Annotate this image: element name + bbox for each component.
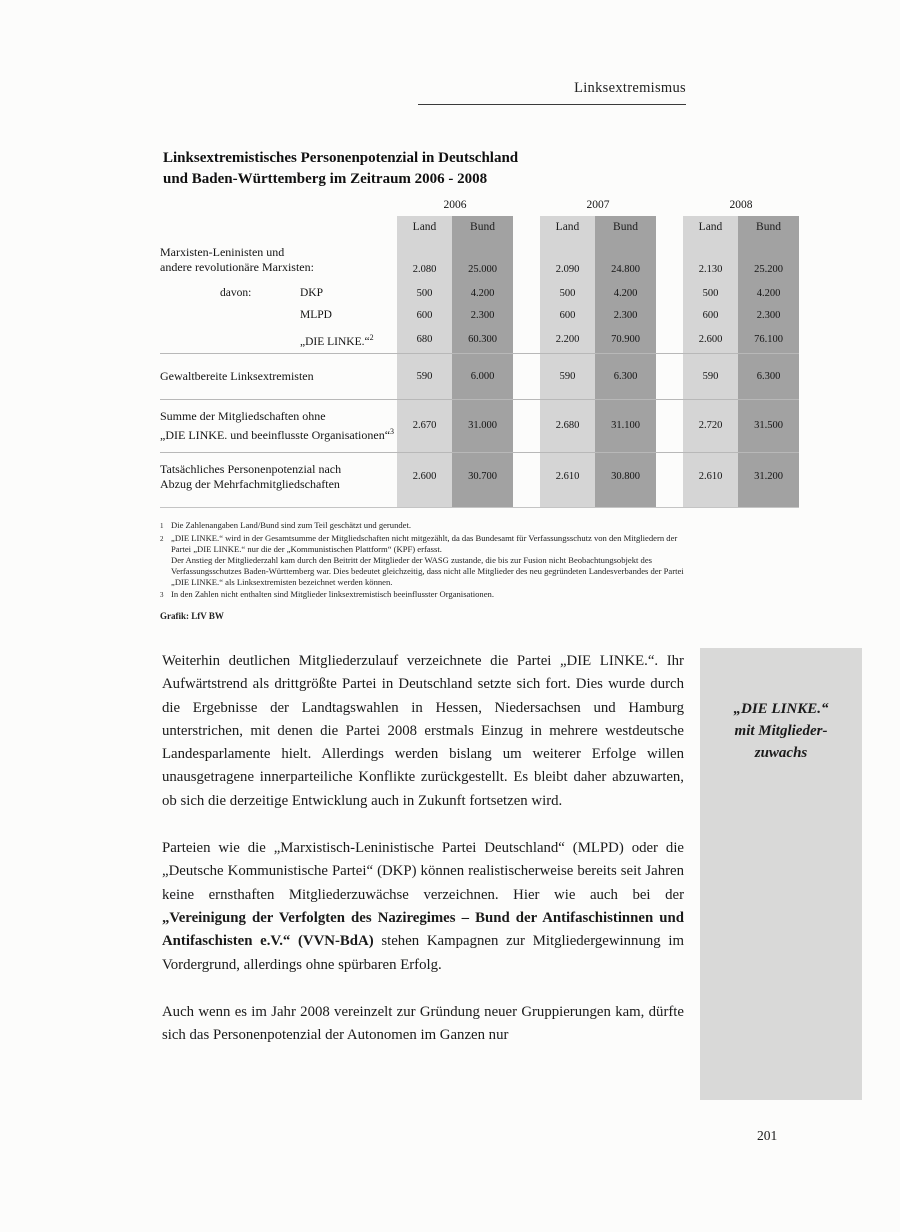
year-header-2006: 2006: [443, 199, 467, 211]
cell-value: 2.300: [595, 304, 656, 326]
margin-note: „DIE LINKE.“ mit Mitglieder- zuwachs: [733, 701, 829, 761]
running-head: [418, 80, 686, 105]
row-label: Tatsächliches Personenpotenzial nach Abzug der Mehrfachmitgliedschaften: [160, 452, 397, 507]
paragraph-1: Weiterhin deutlichen Mitgliederzulauf verzeichnete die Partei „DIE LINKE.“. Ihr Aufwärtstrend als drittgrößte Partei in Deutschland setzte sich fort. Dies wurde durch die Ergebnisse der Landtagswahlen in Hessen, Niedersachsen und Hamburg unterstrichen, mit denen die Partei 2008 erstmals Einzug in mehrere westdeutsche Landesparlamente hielt. Allerdings werden bislang um weiterer Erfolge willen unausgetragene innerparteiliche Konflikte zurückgestellt. Es bleibt daher abzuwarten, ob sich die derzeitige Entwicklung auch in Zukunft fortsetzen wird.: [162, 653, 684, 809]
table-row: [160, 452, 799, 507]
table-row: [160, 399, 799, 452]
cell-value: 30.800: [595, 452, 656, 507]
cell-value: 2.130: [683, 242, 738, 282]
cell-value: 680: [397, 326, 452, 353]
cell-value: 2.680: [540, 399, 595, 452]
cell-value: 600: [540, 304, 595, 326]
year-header-2007: 2007: [586, 199, 610, 211]
footnotes: [160, 520, 692, 622]
row-label: MLPD: [300, 308, 332, 321]
table-title-line2: und Baden-Württemberg im Zeitraum 2006 - 2008: [163, 171, 488, 187]
year-header-2008: 2008: [729, 199, 753, 211]
cell-value: 2.600: [397, 452, 452, 507]
statistics-table: [160, 199, 799, 508]
column-header-row: [160, 216, 799, 242]
cell-value: 4.200: [595, 282, 656, 304]
cell-value: 2.080: [397, 242, 452, 282]
cell-value: 2.610: [683, 452, 738, 507]
table-title: [163, 148, 518, 190]
cell-value: 60.300: [452, 326, 513, 353]
table-row: [160, 242, 799, 282]
cell-value: 6.300: [738, 353, 799, 399]
cell-value: 2.200: [540, 326, 595, 353]
cell-value: 31.100: [595, 399, 656, 452]
footnote-2: 2 „DIE LINKE.“ wird in der Gesamtsumme der Mitgliedschaften nicht mitgezählt, da das Bundesamt für Verfassungsschutz von den Mitgliedern der Partei „DIE LINKE.“ nur die der „Kommunistischen Plattform“ (KPF) erfasst. Der Anstieg der Mitgliederzahl kam durch den Beitritt der Mitglieder der WASG zustande, die bis zur Fusion nicht Beobachtungsobjekt des Verfassungsschutzes Baden-Württemberg war. Dies bedeutet gleichzeitig, dass nicht alle Mitglieder des neu gegründeten Landesverbandes der Partei „DIE LINKE.“ als Linksextremisten bezeichnet werden können.: [160, 533, 684, 587]
cell-value: 25.200: [738, 242, 799, 282]
table-row: [160, 326, 799, 353]
footnote-1: 1 Die Zahlenangaben Land/Bund sind zum Teil geschätzt und gerundet.: [160, 520, 412, 530]
cell-value: 31.200: [738, 452, 799, 507]
table-title-line1: Linksextremistisches Personenpotenzial in Deutschland: [163, 150, 519, 166]
paragraph-3: Auch wenn es im Jahr 2008 vereinzelt zur Gründung neuer Gruppierungen kam, dürfte sich das Personenpotenzial der Autonomen im Ganzen nur: [162, 1003, 684, 1044]
col-header-bund: Bund: [452, 216, 513, 242]
col-header-bund: Bund: [595, 216, 656, 242]
page-number: 201: [757, 1128, 778, 1143]
row-label: Summe der Mitgliedschaften ohne „DIE LINKE. und beeinflusste Organisationen“$^3$: [160, 399, 397, 452]
year-header-row: [160, 199, 799, 216]
graphic-credit: Grafik: LfV BW: [160, 611, 224, 621]
cell-value: 2.720: [683, 399, 738, 452]
row-label: davon: DKP: [220, 286, 324, 299]
cell-value: 2.300: [738, 304, 799, 326]
footnote-3: 3 In den Zahlen nicht enthalten sind Mitglieder linksextremistisch beeinflusster Organisationen.: [160, 589, 494, 599]
cell-value: 4.200: [452, 282, 513, 304]
cell-value: 500: [397, 282, 452, 304]
col-header-land: Land: [397, 216, 452, 242]
table-row: [160, 282, 799, 304]
bold-text: „Vereinigung der Verfolgten des Naziregimes – Bund der Antifaschistinnen und Antifaschisten e.V.“ (VVN-BdA): [162, 909, 684, 950]
table-row: [160, 304, 799, 326]
cell-value: 2.300: [452, 304, 513, 326]
row-label: „DIE LINKE.“$^2$: [300, 332, 374, 348]
cell-value: 500: [683, 282, 738, 304]
cell-value: 70.900: [595, 326, 656, 353]
cell-value: 590: [683, 353, 738, 399]
cell-value: 30.700: [452, 452, 513, 507]
col-header-land: Land: [683, 216, 738, 242]
col-header-bund: Bund: [738, 216, 799, 242]
cell-value: 600: [683, 304, 738, 326]
row-label: Gewaltbereite Linksextremisten: [160, 353, 397, 399]
cell-value: 2.090: [540, 242, 595, 282]
table-row: [160, 353, 799, 399]
cell-value: 2.600: [683, 326, 738, 353]
cell-value: 25.000: [452, 242, 513, 282]
running-head-label: Linksextremismus: [574, 80, 686, 96]
cell-value: 31.000: [452, 399, 513, 452]
cell-value: 6.000: [452, 353, 513, 399]
cell-value: 76.100: [738, 326, 799, 353]
margin-note-box: [700, 648, 862, 1100]
cell-value: 600: [397, 304, 452, 326]
cell-value: 4.200: [738, 282, 799, 304]
cell-value: 2.670: [397, 399, 452, 452]
paragraph-2: Parteien wie die „Marxistisch-Leninistische Partei Deutschland“ (MLPD) oder die „Deutsche Kommunistische Partei“ (DKP) können realistischerweise bereits seit Jahren keine ernsthaften Mitgliederzuwächse verzeichnen. Hier wie auch bei der „Vereinigung der Verfolgten des Naziregimes – Bund der Antifaschistinnen und Antifaschisten e.V.“ (VVN-BdA) stehen Kampagnen zur Mitgliedergewinnung im Vordergrund, allerdings ohne spürbaren Erfolg.: [162, 840, 684, 973]
cell-value: 31.500: [738, 399, 799, 452]
body-text: [162, 650, 684, 1071]
col-header-land: Land: [540, 216, 595, 242]
cell-value: 2.610: [540, 452, 595, 507]
cell-value: 24.800: [595, 242, 656, 282]
row-label: Marxisten-Leninisten und andere revolutionäre Marxisten:: [160, 245, 314, 274]
cell-value: 500: [540, 282, 595, 304]
cell-value: 590: [397, 353, 452, 399]
cell-value: 6.300: [595, 353, 656, 399]
cell-value: 590: [540, 353, 595, 399]
